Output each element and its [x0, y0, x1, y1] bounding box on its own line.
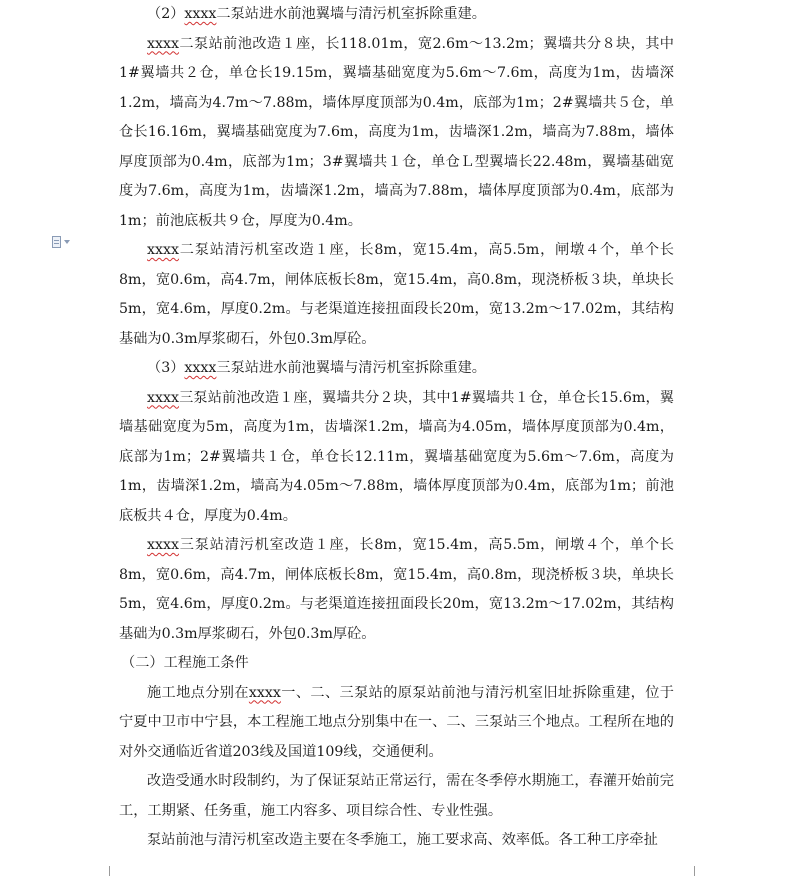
page-corner-mark — [684, 866, 695, 876]
paragraph-menu-icon[interactable] — [52, 234, 76, 250]
paragraph — [119, 0, 674, 30]
text-run: 二泵站清污机室改造１座，长8m，宽15.4m，高5.5m，闸墩４个，单个长8m，宽0.6m，高4.7m，闸体底板长8m，宽15.4m，高0.8m，现浇桥板３块，单块长5m，宽4.6m，厚度0.2m。与老渠道连接扭面段长20m，宽13.2m～17.02m，其结构基础为0.3m厚浆砌石，外包0.3m厚砼。 — [119, 242, 674, 347]
text-run: 一、二、三泵站的原泵站前池与清污机室旧址拆除重建，位于宁夏中卫市中宁县，本工程施工地点分别集中在一、二、三泵站三个地点。工程所在地的对外交通临近省道203线及国道109线，交通便利。 — [119, 684, 674, 760]
text-run: 三泵站进水前池翼墙与清污机室拆除重建。 — [216, 360, 486, 376]
heading-text: （二）工程施工条件 — [121, 655, 249, 671]
spellcheck-word[interactable]: xxxx — [184, 360, 217, 376]
paragraph — [119, 30, 674, 237]
text-run: 三泵站清污机室改造１座，长8m，宽15.4m，高5.5m，闸墩４个，单个长8m，宽0.6m，高4.7m，闸体底板长8m，宽15.4m，高0.8m，现浇桥板３块，单块长5m，宽4.6m，厚度0.2m。与老渠道连接扭面段长20m，宽13.2m～17.02m，其结构基础为0.3m厚浆砌石，外包0.3m厚砼。 — [119, 537, 674, 642]
paragraph — [119, 826, 674, 856]
page-corner-mark — [109, 866, 120, 876]
spellcheck-word[interactable]: xxxx — [184, 6, 217, 22]
spellcheck-word[interactable]: xxxx — [248, 684, 281, 701]
section-heading — [119, 649, 674, 679]
paragraph — [119, 767, 674, 826]
document-list-icon — [52, 236, 61, 248]
paragraph — [119, 236, 674, 354]
text-run: （2） — [147, 6, 185, 22]
text-run: 二泵站前池改造１座，长118.01m，宽2.6m～13.2m；翼墙共分８块，其中1#翼墙共２仓，单仓长19.15m，翼墙基础宽度为5.6m～7.6m，高度为1m，齿墙深1.2m，墙高为4.7m～7.88m，墙体厚度顶部为0.4m，底部为1m；2#翼墙共５仓，单仓长16.16m，翼墙基础宽度为7.6m，高度为1m，齿墙深1.2m，墙高为7.88m，墙体厚度顶部为0.4m，底部为1m；3#翼墙共１仓，单仓Ｌ型翼墙长22.48m，翼墙基础宽度为7.6m，高度为1m，齿墙深1.2m，墙高为7.88m，墙体厚度顶部为0.4m，底部为1m；前池底板共９仓，厚度为0.4m。 — [119, 35, 674, 229]
text-run: 改造受通水时段制约，为了保证泵站正常运行，需在冬季停水期施工，春灌开始前完工，工期紧、任务重，施工内容多、项目综合性、专业性强。 — [119, 773, 674, 819]
document-body — [119, 0, 674, 856]
paragraph — [119, 531, 674, 649]
text-run: 泵站前池与清污机室改造主要在冬季施工，施工要求高、效率低。各工种工序牵扯 — [147, 832, 658, 848]
spellcheck-word[interactable]: xxxx — [147, 389, 180, 406]
text-run: （3） — [147, 360, 185, 376]
text-run: 二泵站进水前池翼墙与清污机室拆除重建。 — [216, 6, 486, 22]
paragraph — [119, 354, 674, 384]
spellcheck-word[interactable]: xxxx — [147, 242, 180, 258]
chevron-down-icon — [64, 240, 70, 244]
spellcheck-word[interactable]: xxxx — [147, 537, 180, 553]
paragraph — [119, 679, 674, 768]
text-run: 施工地点分别在 — [147, 684, 249, 701]
paragraph — [119, 384, 674, 532]
text-run: 三泵站前池改造１座，翼墙共分２块，其中1#翼墙共１仓，单仓长15.6m，翼墙基础宽度为5m，高度为1m，齿墙深1.2m，墙高为4.05m，墙体厚度顶部为0.4m，底部为1m；2#翼墙共１仓，单仓长12.11m，翼墙基础宽度为5.6m～7.6m，高度为1m，齿墙深1.2m，墙高为4.05m～7.88m，墙体厚度顶部为0.4m，底部为1m；前池底板共４仓，厚度为0.4m。 — [119, 389, 674, 524]
spellcheck-word[interactable]: xxxx — [147, 35, 180, 52]
